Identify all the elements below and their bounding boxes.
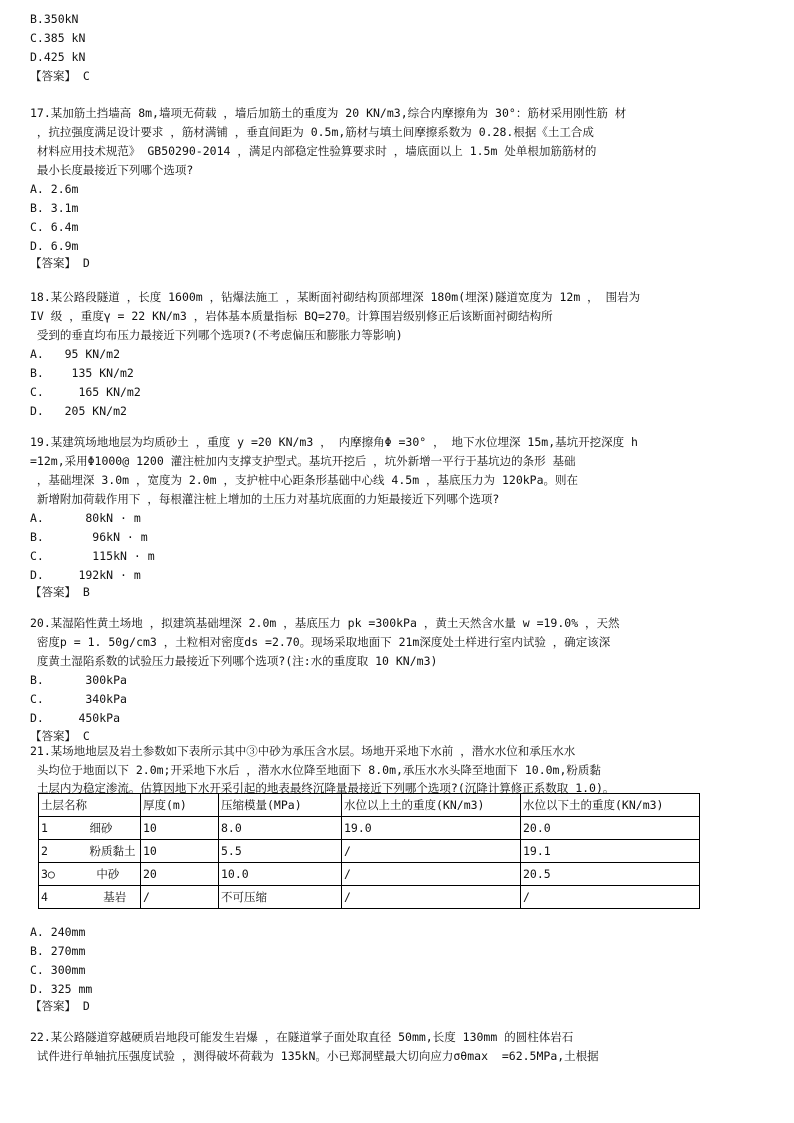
text-line: C. 165 KN/m2: [30, 385, 141, 399]
table-cell: /: [342, 863, 521, 886]
table-row: [39, 817, 700, 840]
table-cell: 19.1: [521, 840, 700, 863]
text-line: D. 205 KN/m2: [30, 404, 127, 418]
text-line: 土层内为稳定渗流。估算因地下水开采引起的地表最终沉降量最接近下列哪个选项?(沉降计算修正系数取 1.0)。: [30, 781, 615, 795]
text-line: 19.某建筑场地地层为均质砂土 ，重度 y =20 KN/m3 ， 内摩擦角Φ =30° ， 地下水位埋深 15m,基坑开挖深度 h: [30, 435, 638, 449]
table-cell: 5.5: [219, 840, 342, 863]
text-line: D. 192kN · m: [30, 568, 141, 582]
text-line: 密度p = 1. 50g/cm3 ，土粒相对密度ds =2.70。现场采取地面下 21m深度处土样进行室内试验 ，确定该深: [30, 635, 611, 649]
table-header-cell: 水位以下土的重度(KN/m3): [521, 794, 700, 817]
table-row: [39, 863, 700, 886]
table-row: [39, 840, 700, 863]
table-header-row: [39, 794, 700, 817]
text-line: 【答案】 D: [30, 999, 90, 1013]
table-header-cell: 水位以上土的重度(KN/m3): [342, 794, 521, 817]
text-line: D. 325 mm: [30, 982, 93, 996]
text-line: C. 340kPa: [30, 692, 127, 706]
table-cell: 20.5: [521, 863, 700, 886]
table-cell: /: [342, 840, 521, 863]
table-cell: /: [521, 886, 700, 909]
table-cell: 8.0: [219, 817, 342, 840]
text-line: 【答案】 C: [30, 729, 90, 743]
text-line: D. 6.9m: [30, 239, 79, 253]
text-line: 22.某公路隧道穿越硬质岩地段可能发生岩爆 ，在隧道掌子面处取直径 50mm,长度 130mm 的圆柱体岩石: [30, 1030, 574, 1044]
text-line: B.350kN: [30, 12, 79, 26]
table-cell: 20.0: [521, 817, 700, 840]
table-cell: /: [342, 886, 521, 909]
soil-parameter-table: [38, 793, 700, 909]
text-line: ，抗拉强度满足设计要求 ，筋材满铺 ，垂直间距为 0.5m,筋材与填土间摩擦系数为 0.28.根据《土工合成: [30, 125, 594, 139]
table-cell: 不可压缩: [219, 886, 342, 909]
table-cell: /: [141, 886, 219, 909]
text-line: C. 6.4m: [30, 220, 79, 234]
table-header-cell: 土层名称: [39, 794, 141, 817]
text-line: B. 96kN · m: [30, 530, 148, 544]
table-cell: 2 粉质黏土: [39, 840, 141, 863]
text-line: 【答案】 B: [30, 585, 90, 599]
text-line: A. 240mm: [30, 925, 86, 939]
text-line: ，基础埋深 3.0m ，宽度为 2.0m ，支护桩中心距条形基础中心线 4.5m ，基底压力为 120kPa。则在: [30, 473, 579, 487]
text-line: A. 2.6m: [30, 182, 79, 196]
text-line: B. 270mm: [30, 944, 86, 958]
text-line: D. 450kPa: [30, 711, 121, 725]
table-cell: 19.0: [342, 817, 521, 840]
text-line: C. 115kN · m: [30, 549, 155, 563]
text-line: A. 80kN · m: [30, 511, 141, 525]
table-cell: 10.0: [219, 863, 342, 886]
table-header-cell: 压缩模量(MPa): [219, 794, 342, 817]
text-line: D.425 kN: [30, 50, 86, 64]
text-line: 【答案】 C: [30, 69, 90, 83]
text-line: C. 300mm: [30, 963, 86, 977]
text-line: 度黄土湿陷系数的试验压力最接近下列哪个选项?(注:水的重度取 10 KN/m3): [30, 654, 438, 668]
table-cell: 4 基岩: [39, 886, 141, 909]
text-line: B. 135 KN/m2: [30, 366, 134, 380]
text-line: 材料应用技术规范》 GB50290-2014 ，满足内部稳定性验算要求时 ，墙底面以上 1.5m 处单根加筋筋材的: [30, 144, 597, 158]
text-line: =12m,采用Φ1000@ 1200 灌注桩加内支撑支护型式。基坑开挖后 ，坑外新增一平行于基坑边的条形 基础: [30, 454, 576, 468]
text-line: A. 95 KN/m2: [30, 347, 121, 361]
text-line: 18.某公路段隧道 ，长度 1600m ，钻爆法施工 ，某断面衬砌结构顶部埋深 180m(埋深)隧道宽度为 12m ， 围岩为: [30, 290, 641, 304]
text-line: B. 3.1m: [30, 201, 79, 215]
text-line: 【答案】 D: [30, 256, 90, 270]
table-cell: 3○ 中砂: [39, 863, 141, 886]
text-line: 试件进行单轴抗压强度试验 ，测得破坏荷载为 135kN。小已郑洞壁最大切向应力σθmax =62.5MPa,土根据: [30, 1049, 599, 1063]
text-line: 20.某湿陷性黄土场地 ，拟建筑基础埋深 2.0m ，基底压力 pk =300kPa ，黄土天然含水量 w =19.0% ，天然: [30, 616, 620, 630]
text-line: C.385 kN: [30, 31, 86, 45]
table-cell: 1 细砂: [39, 817, 141, 840]
table-row: [39, 886, 700, 909]
table-cell: 10: [141, 817, 219, 840]
text-line: IV 级 ，重度γ = 22 KN/m3 ，岩体基本质量指标 BQ=270。计算围岩级别修正后该断面衬砌结构所: [30, 309, 553, 323]
table-cell: 20: [141, 863, 219, 886]
text-line: B. 300kPa: [30, 673, 127, 687]
text-line: 受到的垂直均布压力最接近下列哪个选项?(不考虑偏压和膨胀力等影响): [30, 328, 403, 342]
table-cell: 10: [141, 840, 219, 863]
table-header-cell: 厚度(m): [141, 794, 219, 817]
text-line: 21.某场地地层及岩土参数如下表所示其中③中砂为承压含水层。场地开采地下水前 ，潜水水位和承压水水: [30, 744, 576, 758]
text-line: 最小长度最接近下列哪个选项?: [30, 163, 194, 177]
text-line: 头均位于地面以下 2.0m;开采地下水后 ，潜水水位降至地面下 8.0m,承压水水头降至地面下 10.0m,粉质黏: [30, 763, 601, 777]
text-line: 17.某加筋土挡墙高 8m,墙项无荷载 ，墙后加筋土的重度为 20 KN/m3,综合内摩擦角为 30°：筋材采用刚性筋 材: [30, 106, 627, 120]
text-line: 新增附加荷载作用下 ，每根灌注桩上增加的土压力对基坑底面的力矩最接近下列哪个选项?: [30, 492, 500, 506]
